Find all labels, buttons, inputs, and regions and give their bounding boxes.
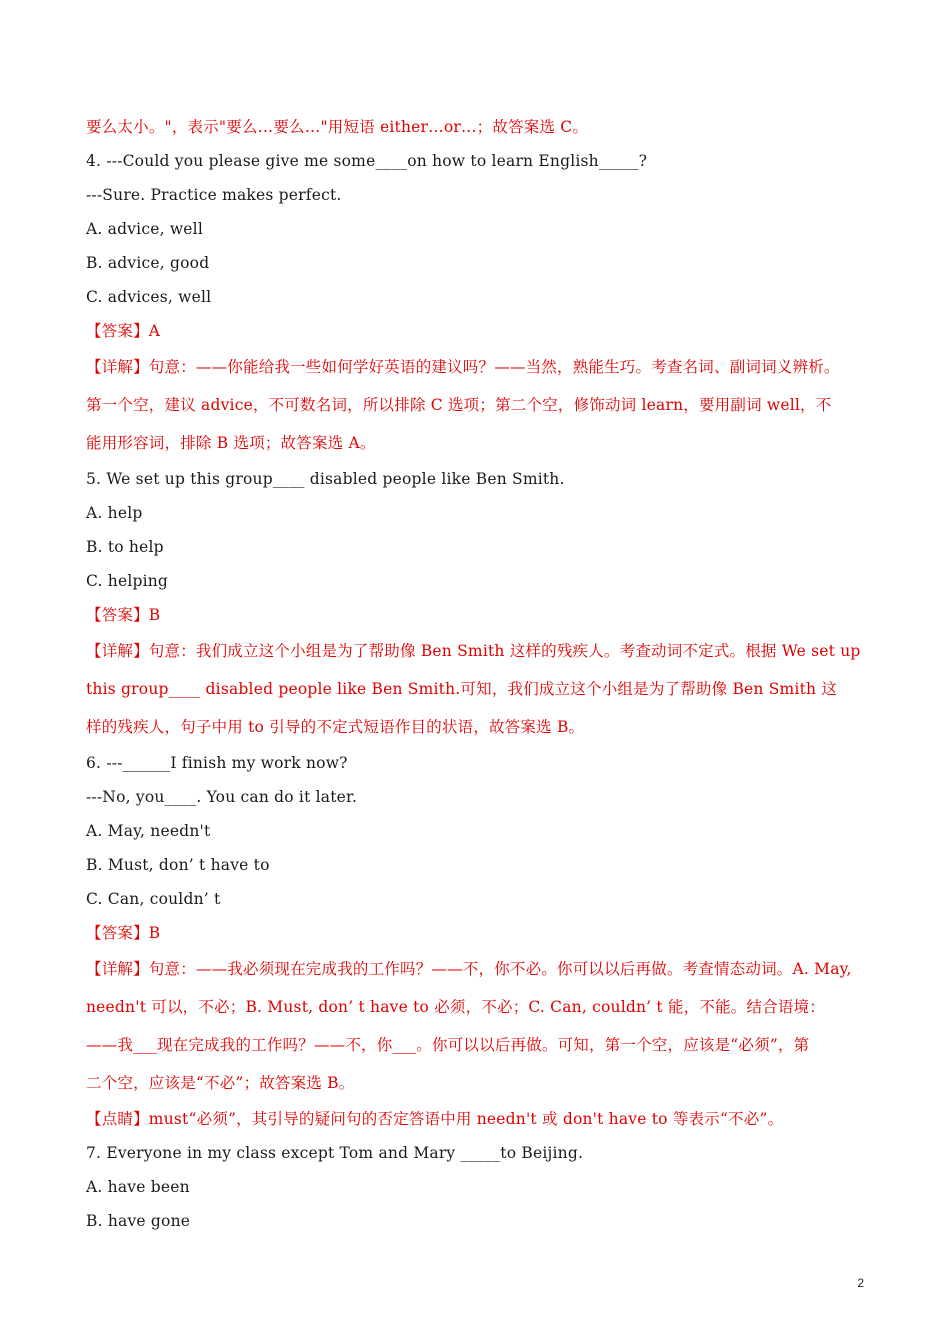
- option-b: B. have gone: [86, 1212, 191, 1230]
- answer: 【答案】B: [86, 606, 161, 624]
- explanation-line: needn't 可以，不必；B. Must, don’ t have to 必须，不必；C. Can, couldn’ t 能，不能。结合语境：: [86, 998, 825, 1016]
- explanation-line: this group____ disabled people like Ben Smith.可知，我们成立这个小组是为了帮助像 Ben Smith 这: [86, 680, 838, 698]
- question-stem: 5. We set up this group____ disabled people like Ben Smith.: [86, 470, 565, 488]
- question-stem: 6. ---______I finish my work now?: [86, 754, 348, 772]
- question-stem: 7. Everyone in my class except Tom and Mary _____to Beijing.: [86, 1144, 584, 1162]
- explanation-line: 【详解】句意：我们成立这个小组是为了帮助像 Ben Smith 这样的残疾人。考查动词不定式。根据 We set up: [86, 642, 861, 660]
- answer: 【答案】A: [86, 322, 161, 340]
- question-5: [86, 462, 866, 746]
- option-b: B. to help: [86, 538, 164, 556]
- explanation: [86, 632, 866, 746]
- explanation-continuation: 要么太小。"，表示"要么…要么…"用短语 either…or…；故答案选 C。: [86, 118, 589, 136]
- explanation: [86, 950, 866, 1102]
- option-b: B. advice, good: [86, 254, 210, 272]
- option-c: C. advices, well: [86, 288, 212, 306]
- question-7: [86, 1136, 866, 1238]
- explanation: [86, 348, 866, 462]
- option-c: C. Can, couldn’ t: [86, 890, 221, 908]
- explanation-line: 样的残疾人，句子中用 to 引导的不定式短语作目的状语，故答案选 B。: [86, 718, 585, 736]
- option-a: A. advice, well: [86, 220, 203, 238]
- question-stem: ---No, you____. You can do it later.: [86, 788, 358, 806]
- answer: 【答案】B: [86, 924, 161, 942]
- explanation-line: 第一个空，建议 advice，不可数名词，所以排除 C 选项；第二个空，修饰动词 learn，要用副词 well，不: [86, 396, 832, 414]
- option-c: C. helping: [86, 572, 169, 590]
- option-a: A. help: [86, 504, 143, 522]
- question-stem: ---Sure. Practice makes perfect.: [86, 186, 342, 204]
- explanation-line: 能用形容词，排除 B 选项；故答案选 A。: [86, 434, 376, 452]
- explanation-line: ——我___现在完成我的工作吗？——不，你___。你可以以后再做。可知，第一个空，应该是“必须”，第: [86, 1036, 810, 1054]
- explanation-line: 【详解】句意：——我必须现在完成我的工作吗？——不，你不必。你可以以后再做。考查情态动词。A. May,: [86, 960, 852, 978]
- question-6: [86, 746, 866, 1136]
- question-4: [86, 144, 866, 462]
- explanation-line: 二个空，应该是“不必”；故答案选 B。: [86, 1074, 355, 1092]
- page-number: 2: [857, 1276, 864, 1290]
- explanation-line: 【详解】句意：——你能给我一些如何学好英语的建议吗？——当然，熟能生巧。考查名词、副词词义辨析。: [86, 358, 840, 376]
- question-stem: 4. ---Could you please give me some____on how to learn English_____?: [86, 152, 648, 170]
- option-b: B. Must, don’ t have to: [86, 856, 270, 874]
- document-page: [86, 110, 866, 1238]
- option-a: A. May, needn't: [86, 822, 211, 840]
- option-a: A. have been: [86, 1178, 190, 1196]
- note: 【点睛】must“必须”，其引导的疑问句的否定答语中用 needn't 或 don't have to 等表示“不必”。: [86, 1110, 784, 1128]
